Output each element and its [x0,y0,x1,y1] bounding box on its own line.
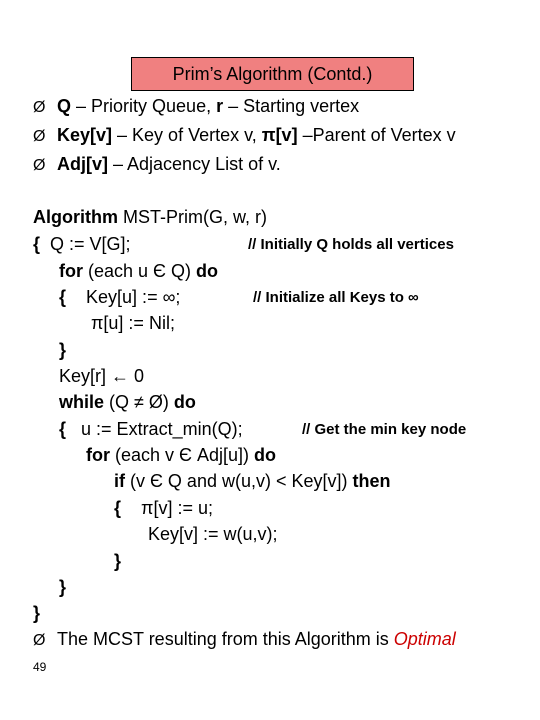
code-line-close-algorithm: } [33,603,41,623]
bullet-adjacency: Ø Adj[v] – Adjacency List of v. [33,154,281,174]
code-line-close-if: } [114,551,122,571]
code-line-close-for: } [59,340,67,360]
code-line-pi-nil: π[u] := Nil; [91,313,175,333]
code-line-key-r: Key[r] ← 0 [59,366,145,386]
slide-title: Prim’s Algorithm (Contd.) [131,57,414,91]
code-line-key-init: { Key[u] := ∞; [59,287,181,307]
code-line-extract-min: { u := Extract_min(Q); [59,419,243,439]
bullet-optimal: Ø The MCST resulting from this Algorithm is Optimal [33,629,456,649]
code-line-q-init: { Q := V[G]; [33,234,131,254]
bullet-priority-queue: Ø Q – Priority Queue, r – Starting vertex [33,96,360,116]
code-line-close-while: } [59,577,67,597]
arrow-bullet-icon: Ø [33,157,46,174]
optimal-emphasis: Optimal [393,629,456,649]
code-line-while: while (Q ≠ Ø) do [59,392,196,412]
code-line-pi-v: { π[v] := u; [114,498,213,518]
arrow-bullet-icon: Ø [33,128,46,145]
page-number: 49 [33,660,47,674]
code-line-if: if (v Є Q and w(u,v) < Key[v]) then [114,471,391,491]
arrow-bullet-icon: Ø [33,632,46,649]
code-line-header: Algorithm MST-Prim(G, w, r) [33,207,267,227]
code-line-for-v: for (each v Є Adj[u]) do [86,445,276,465]
code-comment-extract-min: // Get the min key node [302,421,467,438]
code-comment-key-init: // Initialize all Keys to ∞ [253,289,419,306]
code-comment-q-init: // Initially Q holds all vertices [248,236,454,253]
arrow-bullet-icon: Ø [33,99,46,116]
bullet-key-parent: Ø Key[v] – Key of Vertex v, π[v] –Parent of Vertex v [33,125,456,145]
code-line-for-u: for (each u Є Q) do [59,261,218,281]
code-line-key-v: Key[v] := w(u,v); [148,524,278,544]
